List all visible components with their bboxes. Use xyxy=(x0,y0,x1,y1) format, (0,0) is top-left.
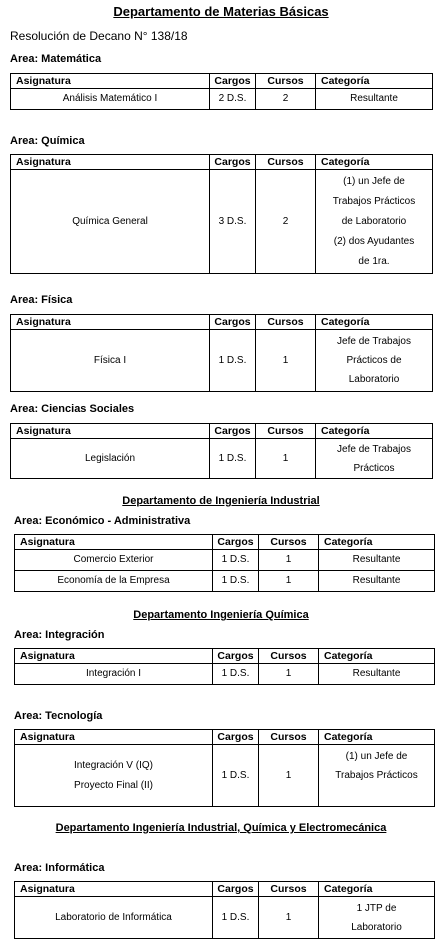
cell-cursos: 1 xyxy=(256,439,316,479)
table-row xyxy=(15,897,435,939)
table-row xyxy=(11,170,433,274)
cell-categoria: Resultante xyxy=(319,664,435,685)
col-header-categoria: Categoría xyxy=(316,74,433,89)
cell-asignatura xyxy=(15,745,213,807)
department-heading-industrial-quimica-electromecanica: Departamento Ingeniería Industrial, Química y Electromecánica xyxy=(55,822,387,834)
table-fisica xyxy=(10,314,433,392)
asignatura-line: Proyecto Final (II) xyxy=(74,779,153,791)
area-heading-quimica: Area: Química xyxy=(10,135,85,147)
area-heading-informatica: Area: Informática xyxy=(14,862,105,874)
col-header-asignatura: Asignatura xyxy=(15,649,213,664)
cell-cargos: 1 D.S. xyxy=(213,550,259,571)
col-header-asignatura: Asignatura xyxy=(15,882,213,897)
table-row xyxy=(11,330,433,392)
cell-cargos: 1 D.S. xyxy=(213,897,259,939)
table-row xyxy=(15,550,435,571)
table-economico xyxy=(14,534,435,592)
col-header-cursos: Cursos xyxy=(259,535,319,550)
col-header-categoria: Categoría xyxy=(316,424,433,439)
table-header-row xyxy=(11,315,433,330)
col-header-cargos: Cargos xyxy=(210,315,256,330)
cell-cargos: 2 D.S. xyxy=(210,89,256,110)
categoria-line: Laboratorio xyxy=(351,921,402,933)
area-heading-tecnologia: Area: Tecnología xyxy=(14,710,103,722)
col-header-asignatura: Asignatura xyxy=(11,155,210,170)
cell-cargos: 1 D.S. xyxy=(210,439,256,479)
table-row xyxy=(11,439,433,479)
table-tecnologia xyxy=(14,729,435,807)
table-header-row xyxy=(15,882,435,897)
cell-asignatura: Comercio Exterior xyxy=(15,550,213,571)
col-header-cursos: Cursos xyxy=(256,74,316,89)
cell-categoria: Resultante xyxy=(319,571,435,592)
col-header-asignatura: Asignatura xyxy=(15,535,213,550)
col-header-cargos: Cargos xyxy=(210,424,256,439)
cell-categoria: Resultante xyxy=(316,89,433,110)
col-header-cargos: Cargos xyxy=(210,74,256,89)
col-header-cargos: Cargos xyxy=(213,882,259,897)
table-quimica xyxy=(10,154,433,274)
categoria-spacer xyxy=(321,785,432,804)
resolution-text: Resolución de Decano N° 138/18 xyxy=(10,29,188,43)
table-row xyxy=(15,664,435,685)
cell-asignatura: Química General xyxy=(11,170,210,274)
asignatura-line: Integración V (IQ) xyxy=(74,759,153,771)
col-header-asignatura: Asignatura xyxy=(11,315,210,330)
col-header-categoria: Categoría xyxy=(319,882,435,897)
categoria-line: de 1ra. xyxy=(358,255,390,267)
cell-cursos: 2 xyxy=(256,170,316,274)
cell-categoria xyxy=(316,439,433,479)
cell-cursos: 1 xyxy=(259,550,319,571)
col-header-categoria: Categoría xyxy=(319,535,435,550)
col-header-asignatura: Asignatura xyxy=(11,424,210,439)
table-integracion xyxy=(14,648,435,685)
col-header-categoria: Categoría xyxy=(316,315,433,330)
department-title: Departamento de Materias Básicas xyxy=(113,4,329,19)
cell-asignatura: Análisis Matemático I xyxy=(11,89,210,110)
table-row xyxy=(15,745,435,807)
cell-asignatura: Economía de la Empresa xyxy=(15,571,213,592)
cell-cargos: 3 D.S. xyxy=(210,170,256,274)
table-row xyxy=(15,571,435,592)
area-heading-fisica: Area: Física xyxy=(10,294,73,306)
table-informatica xyxy=(14,881,435,939)
table-row xyxy=(11,89,433,110)
table-header-row xyxy=(11,155,433,170)
categoria-line: Laboratorio xyxy=(348,374,400,385)
col-header-asignatura: Asignatura xyxy=(11,74,210,89)
categoria-line: Prácticos xyxy=(353,462,395,474)
cell-categoria: Resultante xyxy=(319,550,435,571)
categoria-line: Trabajos Prácticos xyxy=(335,770,418,781)
categoria-line: (1) un Jefe de xyxy=(343,175,405,187)
categoria-line: de Laboratorio xyxy=(341,215,407,227)
col-header-cursos: Cursos xyxy=(259,730,319,745)
col-header-categoria: Categoría xyxy=(316,155,433,170)
col-header-categoria: Categoría xyxy=(319,730,435,745)
cell-asignatura: Física I xyxy=(11,330,210,392)
department-heading-quimica: Departamento Ingeniería Química xyxy=(133,609,309,621)
cell-cargos: 1 D.S. xyxy=(210,330,256,392)
area-heading-matematica: Area: Matemática xyxy=(10,53,102,65)
cell-cursos: 1 xyxy=(259,745,319,807)
cell-cursos: 1 xyxy=(259,897,319,939)
col-header-cursos: Cursos xyxy=(256,315,316,330)
col-header-cursos: Cursos xyxy=(256,155,316,170)
categoria-line: Jefe de Trabajos xyxy=(337,443,411,455)
area-heading-economico: Area: Económico - Administrativa xyxy=(14,515,191,527)
table-header-row xyxy=(15,649,435,664)
col-header-cargos: Cargos xyxy=(213,649,259,664)
cell-asignatura: Integración I xyxy=(15,664,213,685)
cell-cursos: 2 xyxy=(256,89,316,110)
table-header-row xyxy=(11,424,433,439)
cell-cargos: 1 D.S. xyxy=(213,571,259,592)
cell-cargos: 1 D.S. xyxy=(213,664,259,685)
table-matematica xyxy=(10,73,433,110)
cell-asignatura: Laboratorio de Informática xyxy=(15,897,213,939)
table-header-row xyxy=(11,74,433,89)
col-header-cursos: Cursos xyxy=(259,882,319,897)
table-ciencias-sociales xyxy=(10,423,433,479)
categoria-line: (1) un Jefe de xyxy=(345,751,408,762)
department-heading-industrial: Departamento de Ingeniería Industrial xyxy=(122,495,320,507)
cell-categoria xyxy=(319,897,435,939)
categoria-line: 1 JTP de xyxy=(356,902,397,914)
col-header-cargos: Cargos xyxy=(210,155,256,170)
categoria-line: (2) dos Ayudantes xyxy=(333,235,415,247)
col-header-cargos: Cargos xyxy=(213,535,259,550)
col-header-asignatura: Asignatura xyxy=(15,730,213,745)
col-header-cursos: Cursos xyxy=(259,649,319,664)
table-header-row xyxy=(15,730,435,745)
col-header-cursos: Cursos xyxy=(256,424,316,439)
table-header-row xyxy=(15,535,435,550)
categoria-line: Trabajos Prácticos xyxy=(332,195,416,207)
col-header-categoria: Categoría xyxy=(319,649,435,664)
cell-categoria xyxy=(316,170,433,274)
cell-cursos: 1 xyxy=(256,330,316,392)
cell-cursos: 1 xyxy=(259,571,319,592)
categoria-line: Jefe de Trabajos xyxy=(337,336,411,347)
cell-asignatura: Legislación xyxy=(11,439,210,479)
col-header-cargos: Cargos xyxy=(213,730,259,745)
area-heading-integracion: Area: Integración xyxy=(14,629,105,641)
cell-categoria xyxy=(319,745,435,807)
categoria-line: Prácticos de xyxy=(346,355,402,366)
cell-cursos: 1 xyxy=(259,664,319,685)
cell-cargos: 1 D.S. xyxy=(213,745,259,807)
area-heading-ciencias-sociales: Area: Ciencias Sociales xyxy=(10,403,135,415)
cell-categoria xyxy=(316,330,433,392)
